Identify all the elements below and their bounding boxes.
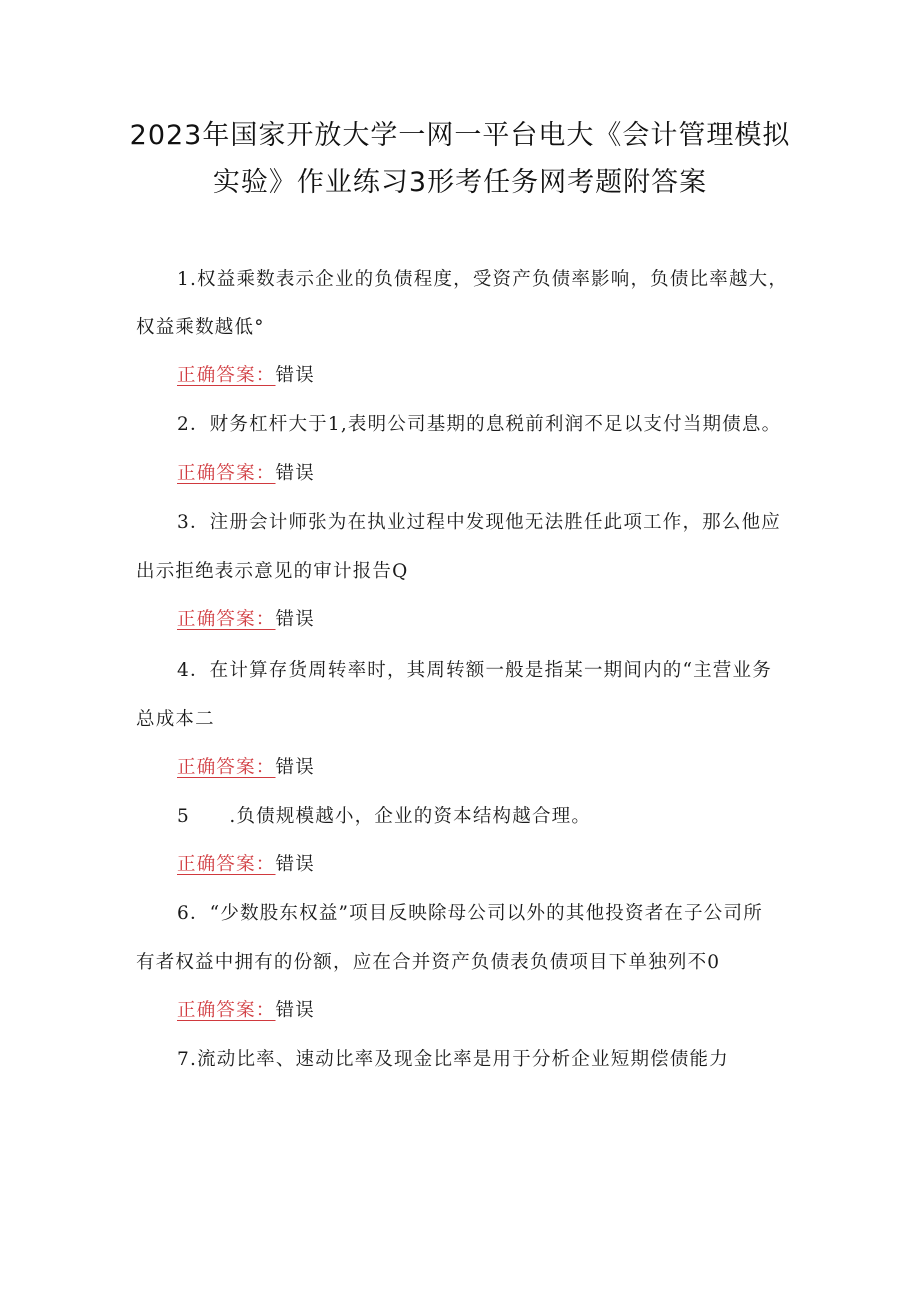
question-6-line-1: 6．“少数股东权益”项目反映除母公司以外的其他投资者在子公司所 [177, 903, 763, 924]
question-6-answer [177, 996, 315, 1022]
answer-label: 正确答案： [177, 854, 276, 875]
question-3-line-2: 出示拒绝表示意见的审计报告Q [136, 561, 409, 582]
question-3-answer [177, 605, 315, 631]
question-2-line-1: 2．财务杠杆大于1,表明公司基期的息税前利润不足以支付当期债息。 [177, 414, 782, 435]
answer-value: 错误 [275, 609, 315, 630]
document-title-line-1: 2023年国家开放大学一网一平台电大《会计管理模拟 [129, 120, 791, 151]
answer-label: 正确答案： [177, 757, 276, 778]
answer-value: 错误 [275, 1000, 315, 1021]
question-3-line-1: 3．注册会计师张为在执业过程中发现他无法胜任此项工作，那么他应 [177, 512, 781, 533]
answer-label: 正确答案： [177, 609, 276, 630]
answer-label: 正确答案： [177, 1000, 276, 1021]
question-4-answer [177, 753, 315, 779]
answer-label: 正确答案： [177, 463, 276, 484]
answer-value: 错误 [275, 854, 315, 875]
question-4-line-2: 总成本二 [136, 709, 215, 730]
question-1-answer [177, 361, 315, 387]
question-1-line-1: 1.权益乘数表示企业的负债程度，受资产负债率影响，负债比率越大， [177, 269, 789, 290]
document-title-line-2: 实验》作业练习3形考任务网考题附答案 [212, 167, 708, 198]
answer-value: 错误 [275, 757, 315, 778]
question-5-line-1: 5 .负债规模越小，企业的资本结构越合理。 [177, 806, 592, 827]
question-2-answer [177, 459, 315, 485]
question-4-line-1: 4．在计算存货周转率时，其周转额一般是指某一期间内的“主营业务 [177, 660, 772, 681]
answer-value: 错误 [275, 365, 315, 386]
answer-label: 正确答案： [177, 365, 276, 386]
answer-value: 错误 [275, 463, 315, 484]
question-5-answer [177, 850, 315, 876]
question-6-line-2: 有者权益中拥有的份额，应在合并资产负债表负债项目下单独列不0 [136, 952, 721, 973]
question-7-line-1: 7.流动比率、速动比率及现金比率是用于分析企业短期偿债能力 [177, 1049, 729, 1070]
question-1-line-2: 权益乘数越低° [136, 317, 265, 338]
